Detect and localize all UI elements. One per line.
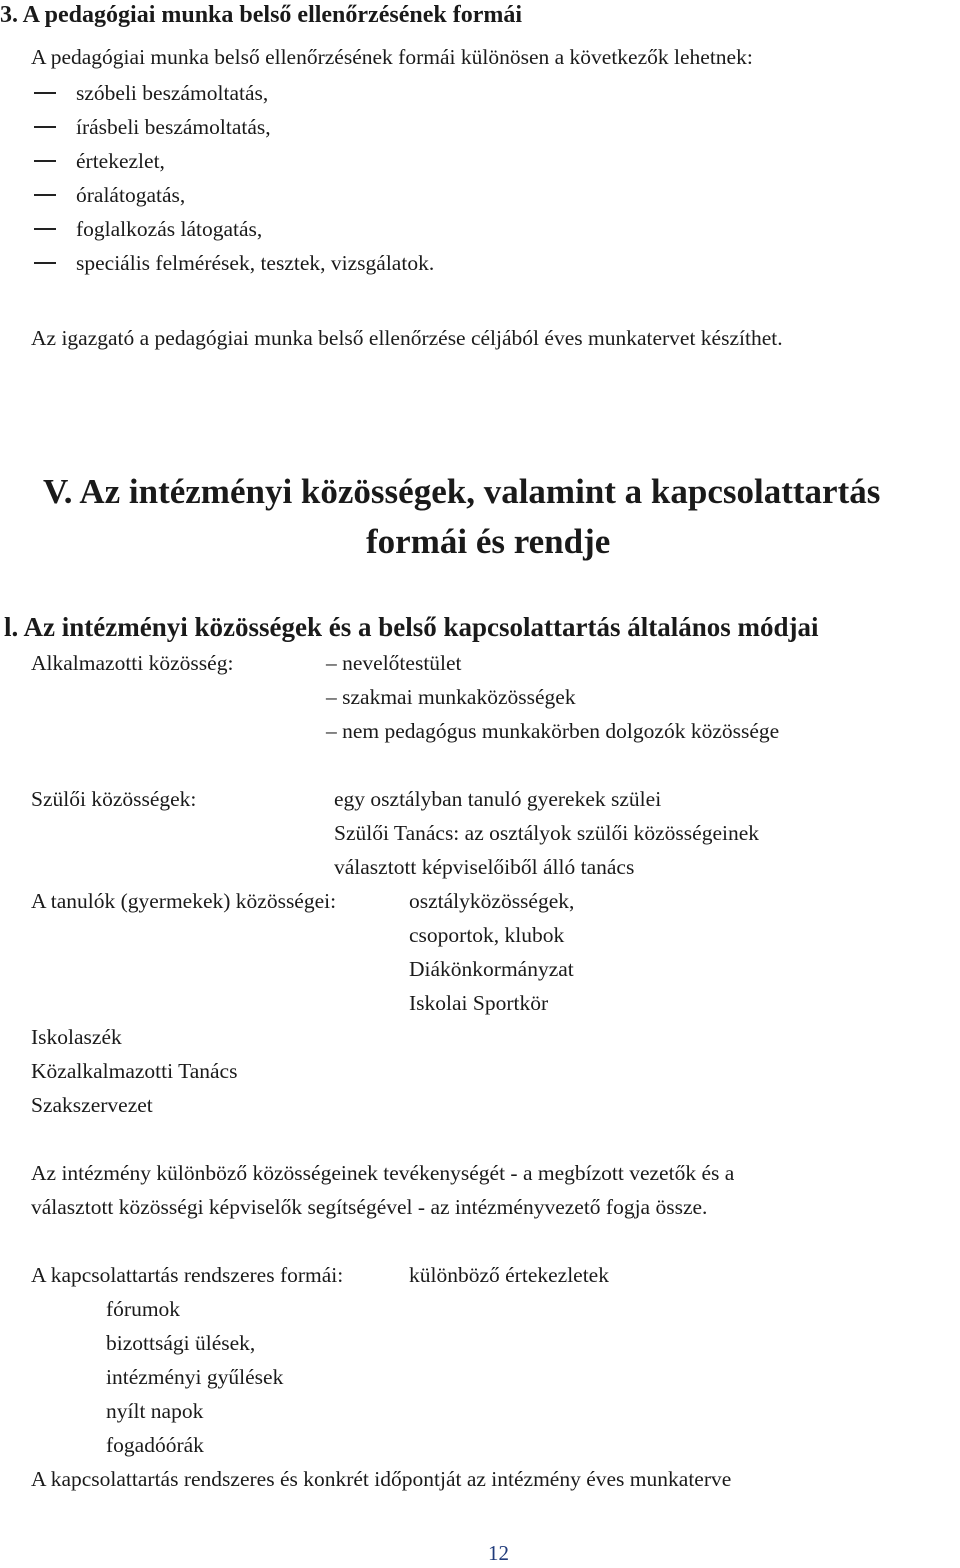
contact-form-item: fogadóórák [106,1433,204,1457]
student-community-label: A tanulók (gyermekek) közösségei: [31,889,337,913]
section-3-closing: Az igazgató a pedagógiai munka belső ellenőrzése céljából éves munkatervet készíthet. [31,326,783,350]
parent-community-label: Szülői közösségek: [31,787,197,811]
parent-community-item: Szülői Tanács: az osztályok szülői közösségeinek [334,821,760,845]
parent-community-item: egy osztályban tanuló gyerekek szülei [334,787,662,811]
chapter-title-line-1: V. Az intézményi közösségek, valamint a kapcsolattartás [43,472,881,511]
dash-bullet [34,262,56,264]
staff-community-item: – nevelőtestület [326,651,462,675]
contact-form-item: intézményi gyűlések [106,1365,284,1389]
other-community: Szakszervezet [31,1093,153,1117]
dash-bullet [34,126,56,128]
contact-form-item: nyílt napok [106,1399,204,1423]
list-item: szóbeli beszámoltatás, [76,81,269,105]
contact-forms-label: A kapcsolattartás rendszeres formái: [31,1263,344,1287]
list-item: speciális felmérések, tesztek, vizsgálatok. [76,251,435,275]
list-item: értekezlet, [76,149,165,173]
section-1-heading: l. Az intézményi közösségek és a belső kapcsolattartás általános módjai [4,612,819,642]
other-community: Iskolaszék [31,1025,122,1049]
dash-bullet [34,194,56,196]
list-item: óralátogatás, [76,183,186,207]
dash-bullet [34,92,56,94]
list-item: foglalkozás látogatás, [76,217,263,241]
parent-community-item: választott képviselőiből álló tanács [334,855,635,879]
list-item: írásbeli beszámoltatás, [76,115,271,139]
contact-form-item: bizottsági ülések, [106,1331,256,1355]
staff-community-label: Alkalmazotti közösség: [31,651,234,675]
coordination-paragraph-line-2: választott közösségi képviselők segítségével - az intézményvezető fogja össze. [31,1195,708,1219]
dash-bullet [34,160,56,162]
student-community-item: osztályközösségek, [409,889,575,913]
section-1-closing: A kapcsolattartás rendszeres és konkrét időpontját az intézmény éves munkaterve [31,1467,732,1491]
coordination-paragraph-line-1: Az intézmény különböző közösségeinek tevékenységét - a megbízott vezetők és a [31,1161,735,1185]
student-community-item: Iskolai Sportkör [409,991,549,1015]
contact-form-item: fórumok [106,1297,181,1321]
section-3-intro: A pedagógiai munka belső ellenőrzésének formái különösen a következők lehetnek: [31,45,753,69]
other-community: Közalkalmazotti Tanács [31,1059,238,1083]
chapter-title-line-2: formái és rendje [366,522,611,561]
staff-community-item: – nem pedagógus munkakörben dolgozók közössége [326,719,780,743]
student-community-item: Diákönkormányzat [409,957,574,981]
dash-bullet [34,228,56,230]
contact-form-item: különböző értekezletek [409,1263,609,1287]
page-number: 12 [488,1541,509,1565]
section-3-heading: 3. A pedagógiai munka belső ellenőrzésének formái [0,2,522,28]
staff-community-item: – szakmai munkaközösségek [326,685,576,709]
student-community-item: csoportok, klubok [409,923,565,947]
